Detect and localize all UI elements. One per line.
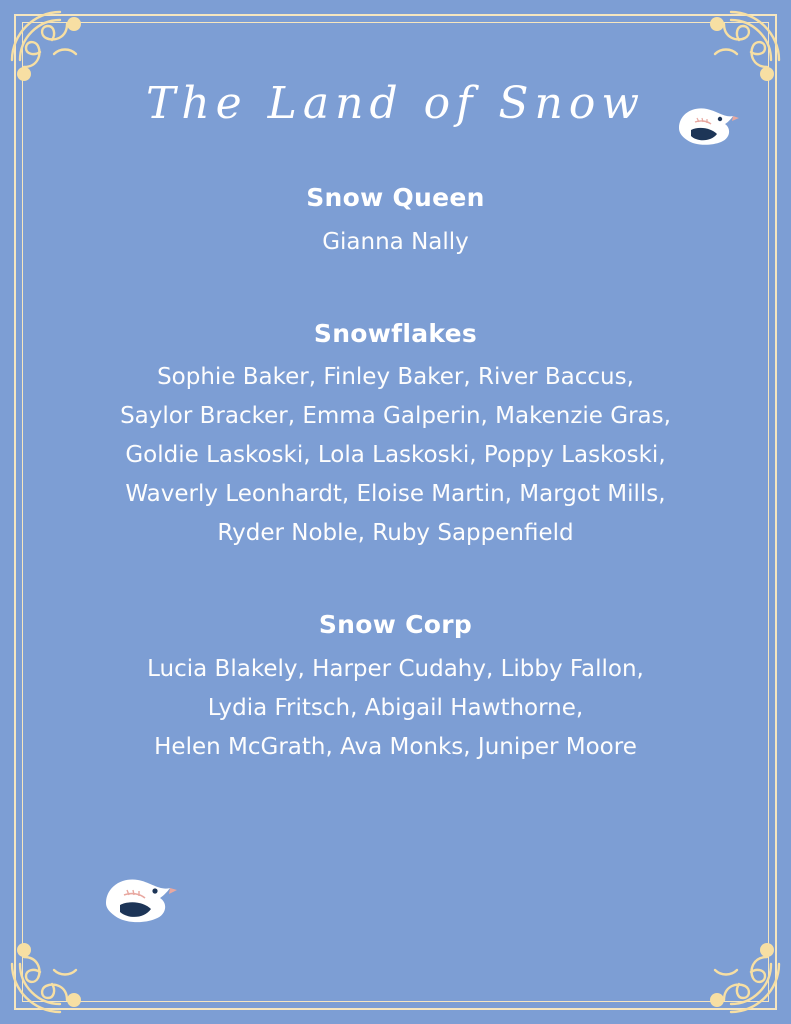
name-line: Saylor Bracker, Emma Galperin, Makenzie Gras, [120,403,671,429]
corner-flourish-icon [8,920,104,1016]
name-line: Waverly Leonhardt, Eloise Martin, Margot Mills, [125,481,666,507]
section-heading: Snow Queen [306,183,485,212]
poster-title: The Land of Snow [145,78,646,129]
name-line: Ryder Noble, Ruby Sappenfield [217,520,574,546]
section-names [45,223,746,262]
bird-icon [673,100,739,150]
name-line: Lucia Blakely, Harper Cudahy, Libby Fallon, [147,655,644,682]
section-names [45,650,746,767]
cast-list [45,182,746,767]
corner-flourish-icon [687,920,783,1016]
name-line: Helen McGrath, Ava Monks, Juniper Moore [154,733,637,760]
name-line: Lydia Fritsch, Abigail Hawthorne, [207,694,584,721]
section-heading: Snow Corp [318,610,473,639]
name-line: Gianna Nally [322,228,469,255]
name-line: Sophie Baker, Finley Baker, River Baccus, [157,364,634,390]
bird-icon [98,869,178,929]
cast-section [45,609,746,767]
name-line: Goldie Laskoski, Lola Laskoski, Poppy Laskoski, [125,442,666,468]
cast-section [45,182,746,262]
section-heading: Snowflakes [313,318,478,348]
section-names [45,358,746,553]
cast-section [45,318,746,554]
